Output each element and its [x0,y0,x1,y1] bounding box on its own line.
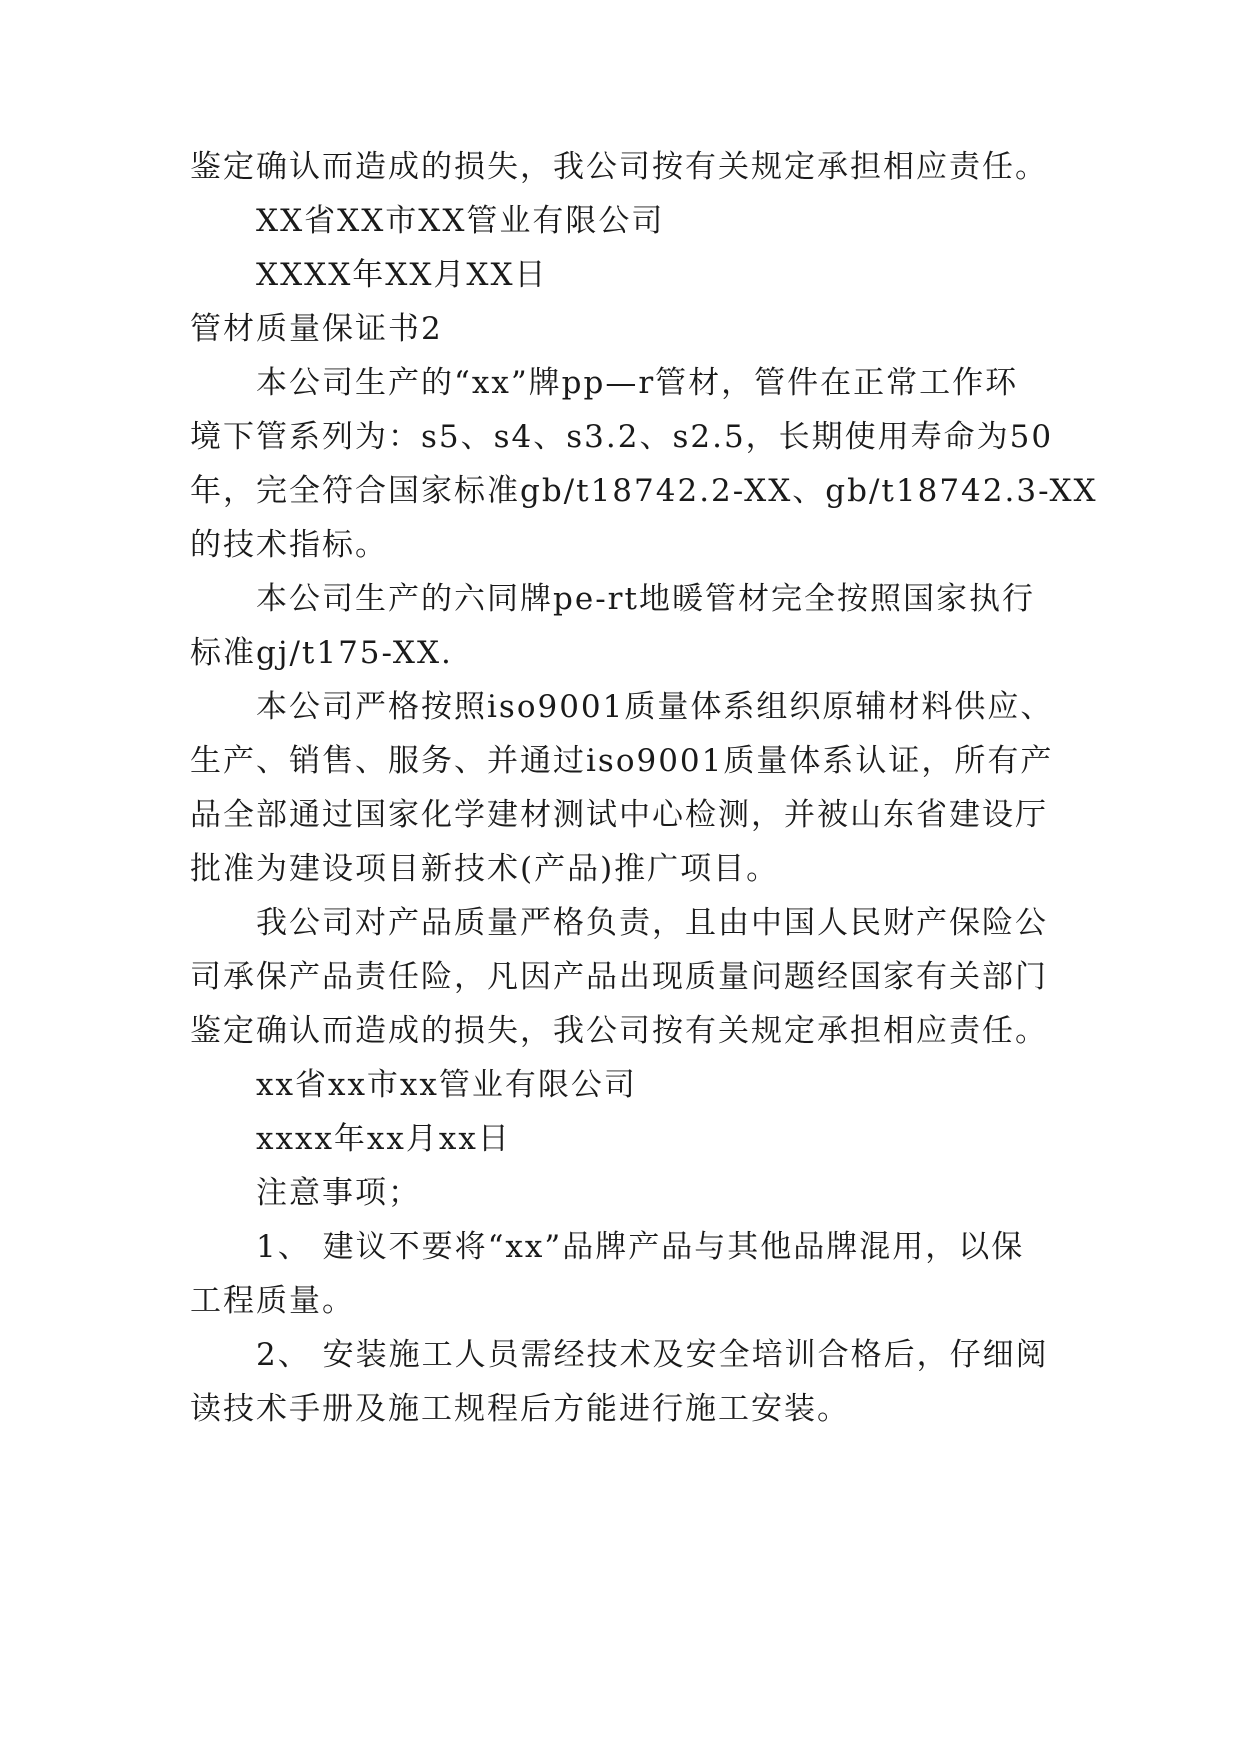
text-line: 我公司对产品质量严格负责，且由中国人民财产保险公 [256,905,1048,941]
text-line: 本公司生产的六同牌pe-rt地暖管材完全按照国家执行 [256,581,1035,617]
text-line: 年，完全符合国家标准gb/t18742.2-XX、gb/t18742.3-XX [190,473,1098,509]
text-line: 鉴定确认而造成的损失，我公司按有关规定承担相应责任。 [190,149,1048,185]
note-item: 2、 安装施工人员需经技术及安全培训合格后，仔细阅 [256,1337,1049,1373]
company-name: xx省xx市xx管业有限公司 [256,1067,637,1103]
text-line: 司承保产品责任险，凡因产品出现质量问题经国家有关部门 [190,959,1048,995]
text-line: 生产、销售、服务、并通过iso9001质量体系认证，所有产 [190,743,1054,779]
notes-heading: 注意事项； [256,1175,421,1211]
text-line: 批准为建设项目新技术(产品)推广项目。 [190,851,780,887]
text-line: 的技术指标。 [190,527,388,563]
date-line: XXXX年XX月XX日 [256,257,548,293]
text-line: 本公司严格按照iso9001质量体系组织原辅材料供应、 [256,689,1054,725]
section-heading: 管材质量保证书2 [190,311,443,347]
company-name: XX省XX市XX管业有限公司 [256,203,665,239]
note-item-continued: 读技术手册及施工规程后方能进行施工安装。 [190,1391,850,1427]
note-item-continued: 工程质量。 [190,1283,355,1319]
note-item: 1、 建议不要将“xx”品牌产品与其他品牌混用，以保 [256,1229,1025,1265]
text-line: 本公司生产的“xx”牌pp—r管材，管件在正常工作环 [256,365,1019,401]
text-line: 鉴定确认而造成的损失，我公司按有关规定承担相应责任。 [190,1013,1048,1049]
text-line: 境下管系列为：s5、s4、s3.2、s2.5，长期使用寿命为50 [190,419,1054,455]
text-line: 品全部通过国家化学建材测试中心检测，并被山东省建设厅 [190,797,1048,833]
text-line: 标准gj/t175-XX. [190,635,453,671]
date-line: xxxx年xx月xx日 [256,1121,511,1157]
